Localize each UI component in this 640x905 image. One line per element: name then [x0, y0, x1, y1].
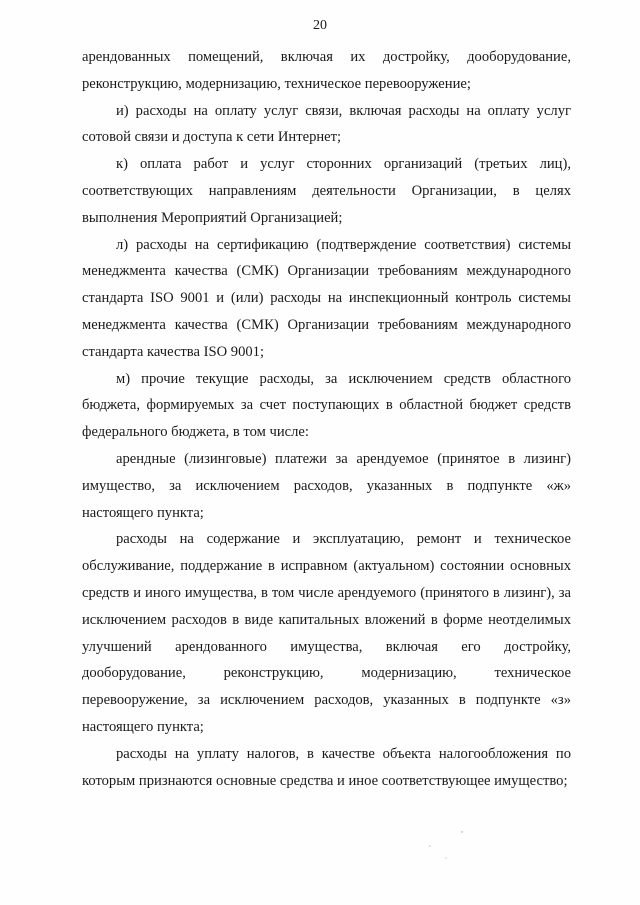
paragraph-item-m: м) прочие текущие расходы, за исключением средств областного бюджета, формируемых за счет поступающих в областной бюджет средств федерального бюджета, в том числе: — [82, 370, 571, 441]
scan-speck — [429, 845, 430, 846]
paragraph-item-k: к) оплата работ и услуг сторонних организаций (третьих лиц), соответствующих направлениям деятельности Организации, в целях выполнения Мероприятий Организацией; — [82, 156, 571, 226]
paragraph-maintenance-costs: расходы на содержание и эксплуатацию, ремонт и техническое обслуживание, поддержание в исправном (актуальном) состоянии основных средств и иного имущества, в том числе арендуемого (принятого в лизинг), за исключением расходов в виде капитальных вложений в форме неотделимых улучшений арендованного имущества, включая его достройку, дооборудование, реконструкцию, модернизацию, техническое перевооружение, за исключением расходов, указанных в подпункте «з» настоящего пункта; — [82, 531, 571, 735]
document-body — [82, 44, 571, 794]
paragraph-lease-payments: арендные (лизинговые) платежи за арендуемое (принятое в лизинг) имущество, за исключением расходов, указанных в подпункте «ж» настоящего пункта; — [82, 450, 571, 521]
page-number: 20 — [313, 18, 327, 33]
paragraph-item-l: л) расходы на сертификацию (подтверждение соответствия) системы менеджмента качества (СМК) Организации требованиям международного стандарта ISO 9001 и (или) расходы на инспекционный контроль системы менеджмента качества (СМК) Организации требованиям международного стандарта качества ISO 9001; — [82, 236, 571, 360]
scan-speck — [461, 831, 462, 832]
scan-speck — [445, 857, 446, 858]
paragraph-item-i: и) расходы на оплату услуг связи, включая расходы на оплату услуг сотовой связи и доступа к сети Интернет; — [82, 102, 571, 146]
paragraph-tax-costs: расходы на уплату налогов, в качестве объекта налогообложения по которым признаются основные средства и иное соответствующее имущество; — [82, 745, 571, 789]
paragraph-continuation: арендованных помещений, включая их достройку, дооборудование, реконструкцию, модернизацию, техническое перевооружение; — [82, 49, 571, 92]
